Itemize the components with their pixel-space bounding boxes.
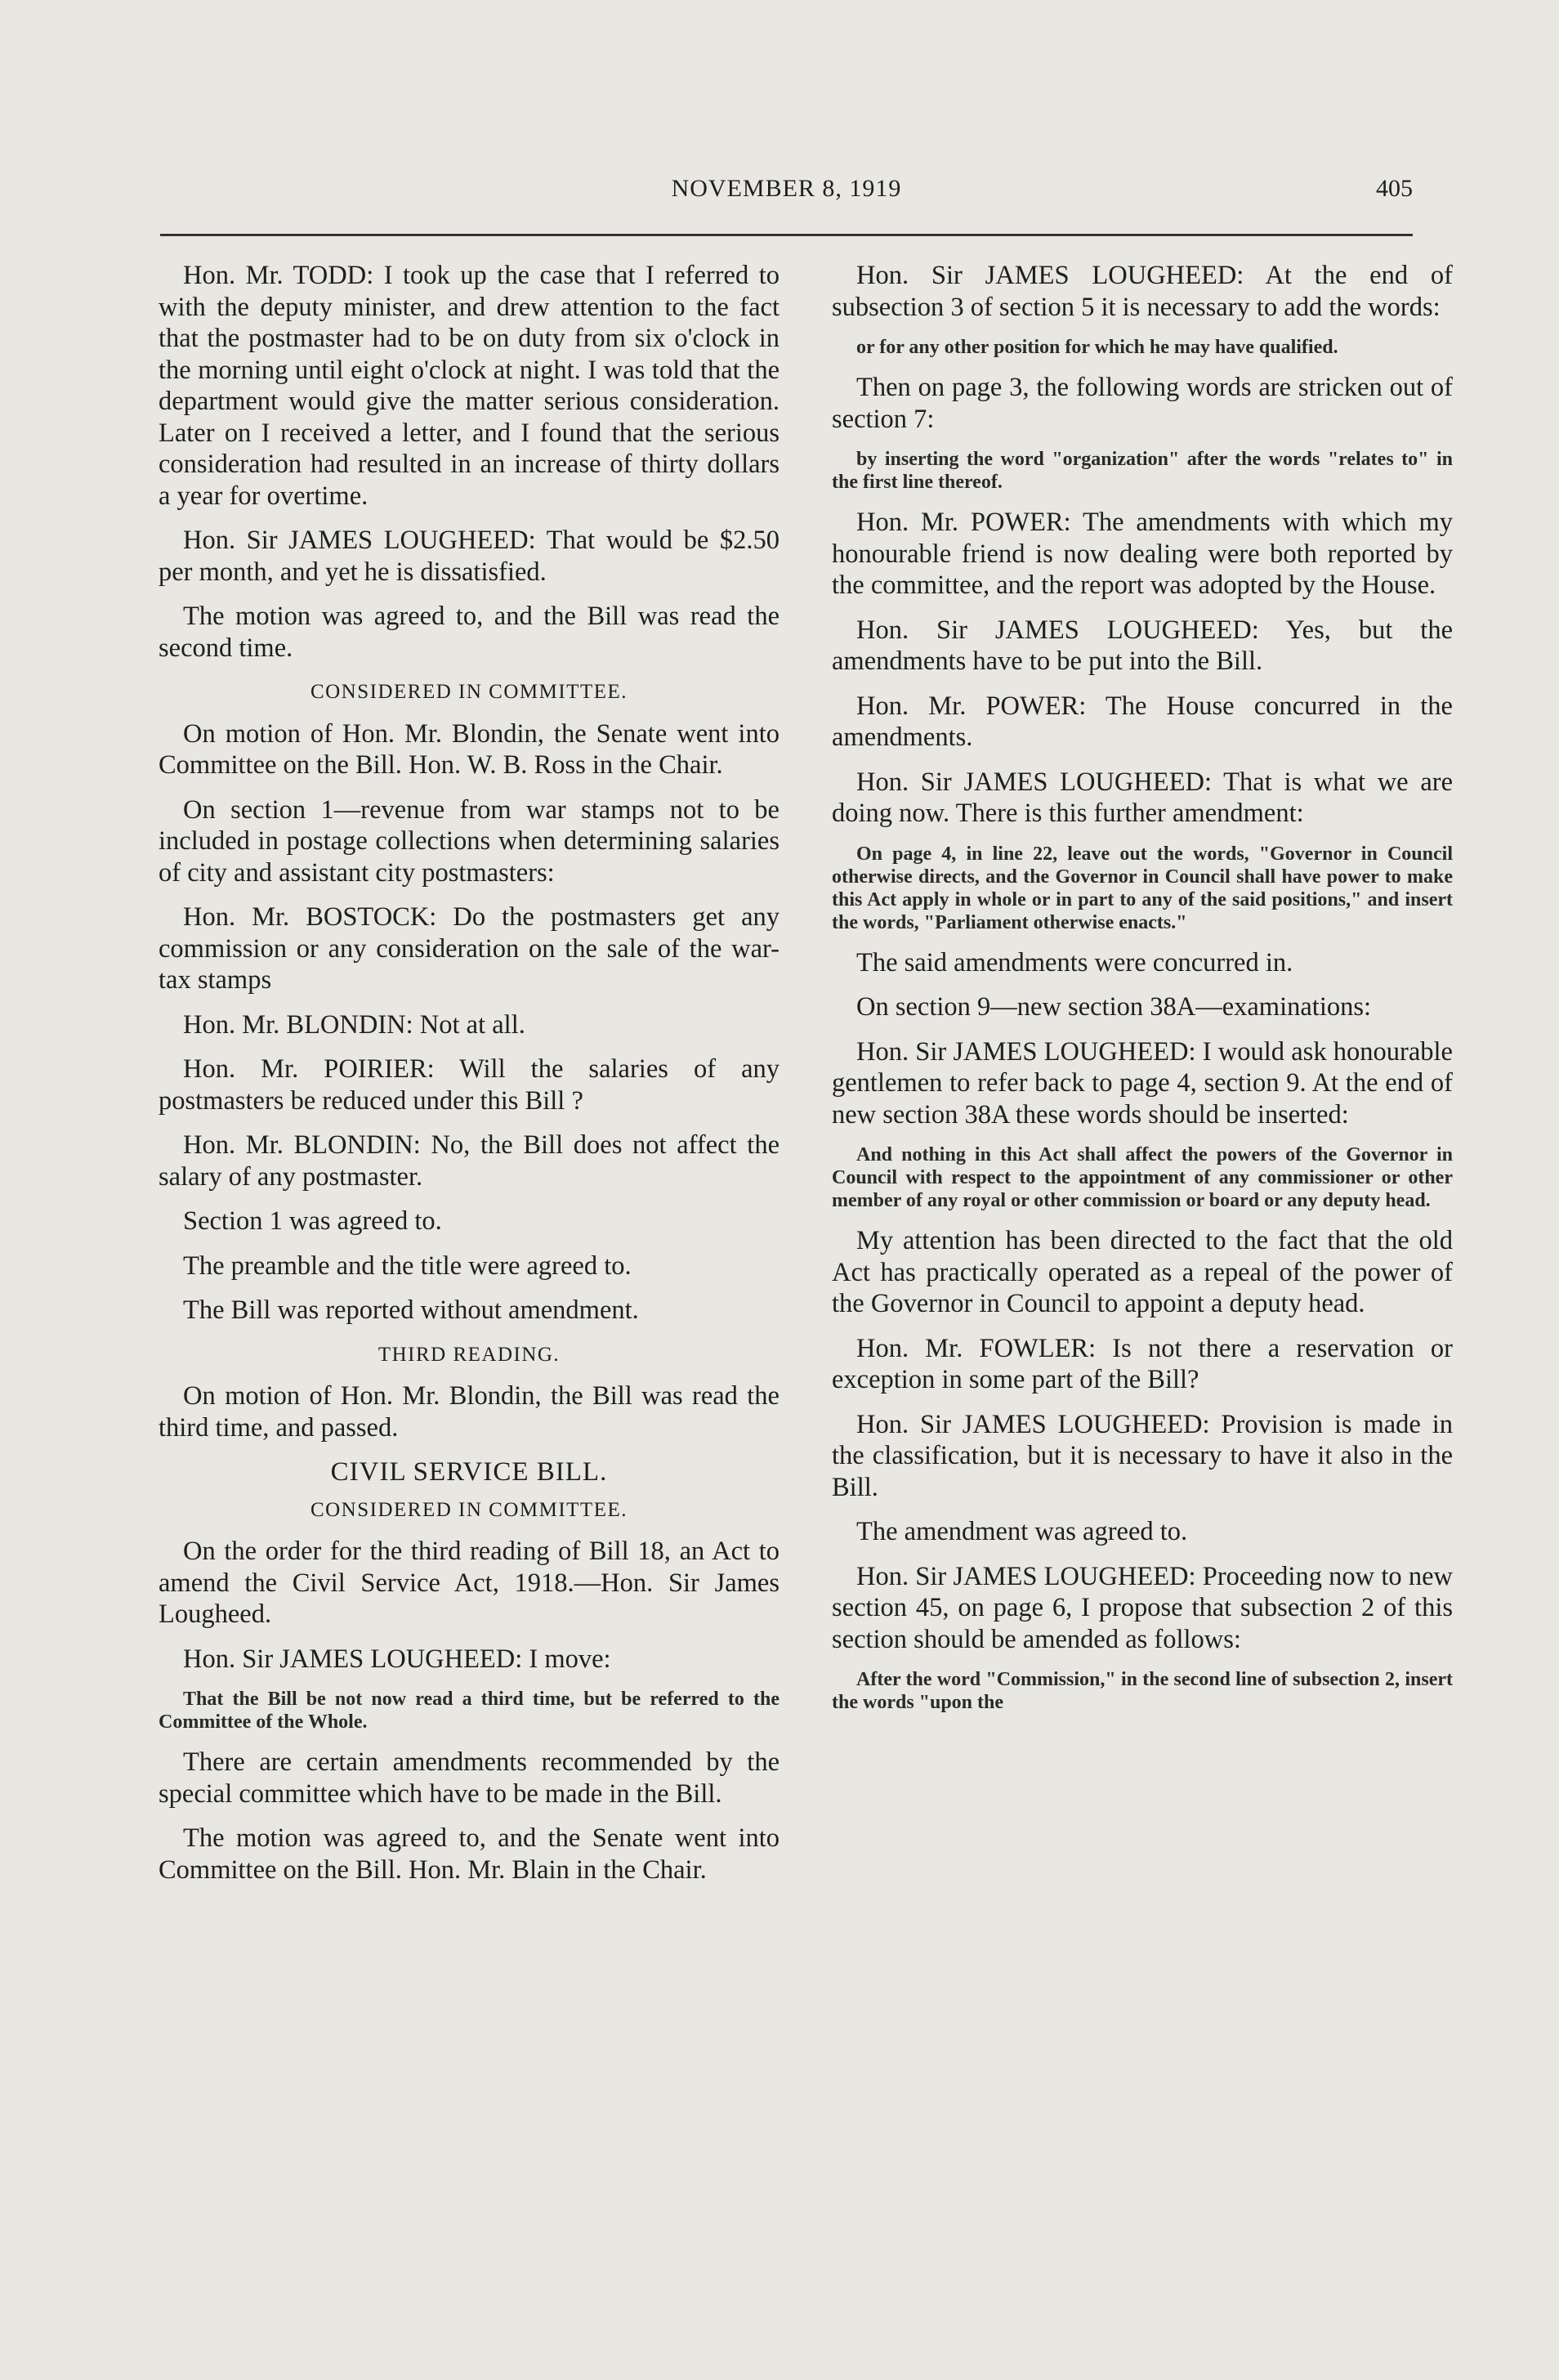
paragraph: The preamble and the title were agreed to. [183, 1250, 632, 1281]
page-number: 405 [1376, 175, 1413, 202]
paragraph: The Bill was reported without amendment. [183, 1295, 639, 1325]
section-heading: CONSIDERED IN COMMITTEE. [310, 681, 628, 703]
section-heading: THIRD READING. [377, 1343, 561, 1366]
paragraph: Hon. Mr. TODD: I took up the case that I referred to with the deputy minister, and drew attention to the fact that the postmaster had to be on duty from six o'clock in the morning until eight o'clock at night. I was told that the department would give the matter serious consideration. Later on I received a letter, and I found that the serious consideration had resulted in an increase of thirty dollars a year for overtime. [159, 261, 780, 511]
paragraph: Hon. Sir JAMES LOUGHEED: I move: [183, 1644, 611, 1674]
paragraph: Hon. Mr. BLONDIN: No, the Bill does not affect the salary of any postmaster. [159, 1130, 780, 1192]
paragraph: Hon. Sir JAMES LOUGHEED: Yes, but the amendments have to be put into the Bill. [832, 615, 1453, 676]
bill-title: CIVIL SERVICE BILL. [330, 1457, 608, 1487]
paragraph: Then on page 3, the following words are stricken out of section 7: [832, 373, 1453, 434]
paragraph: Hon. Sir JAMES LOUGHEED: Proceeding now to new section 45, on page 6, I propose that subsection 2 of this section should be amended as follows: [832, 1561, 1453, 1654]
paragraph: My attention has been directed to the fact that the old Act has practically operated as a repeal of the power of the Governor in Council to appoint a deputy head. [832, 1226, 1453, 1318]
quoted-text: That the Bill be not now read a third time, but be referred to the Committee of the Whole. [159, 1689, 780, 1733]
paragraph: On the order for the third reading of Bill 18, an Act to amend the Civil Service Act, 1918.—Hon. Sir James Lougheed. [159, 1537, 780, 1629]
paragraph: Hon. Mr. POWER: The amendments with which my honourable friend is now dealing were both reported by the committee, and the report was adopted by the House. [832, 508, 1453, 600]
paragraph: The motion was agreed to, and the Bill was read the second time. [159, 602, 780, 663]
paragraph: On motion of Hon. Mr. Blondin, the Bill was read the third time, and passed. [159, 1381, 780, 1443]
quoted-text: On page 4, in line 22, leave out the words, "Governor in Council otherwise directs, and the Governor in Council shall have power to make this Act apply in whole or in part to any of the said positions," and insert the words, "Parliament otherwise enacts." [832, 843, 1453, 933]
left-column [159, 260, 780, 1899]
paragraph: The amendment was agreed to. [856, 1517, 1188, 1546]
paragraph: There are certain amendments recommended by the special committee which have to be made in the Bill. [159, 1747, 780, 1809]
paragraph: Hon. Mr. BLONDIN: Not at all. [183, 1009, 525, 1040]
quoted-text: After the word "Commission," in the second line of subsection 2, insert the words "upon the [832, 1669, 1453, 1713]
right-column [832, 260, 1453, 1727]
page-date: NOVEMBER 8, 1919 [671, 175, 902, 202]
paragraph: Hon. Sir JAMES LOUGHEED: Provision is made in the classification, but it is necessary to have it also in the Bill. [832, 1409, 1453, 1502]
paragraph: Hon. Sir JAMES LOUGHEED: I would ask honourable gentlemen to refer back to page 4, section 9. At the end of new section 38A these words should be inserted: [832, 1036, 1453, 1130]
paragraph: The said amendments were concurred in. [856, 947, 1293, 978]
paragraph: Hon. Mr. POIRIER: Will the salaries of any postmasters be reduced under this Bill ? [159, 1054, 780, 1116]
quoted-text: by inserting the word "organization" after the words "relates to" in the first line thereof. [832, 449, 1453, 493]
paragraph: On section 1—revenue from war stamps not to be included in postage collections when determining salaries of city and assistant city postmasters: [159, 794, 780, 888]
paragraph: Hon. Mr. BOSTOCK: Do the postmasters get any commission or any consideration on the sale of the war-tax stamps [159, 902, 780, 995]
paragraph: Section 1 was agreed to. [183, 1206, 442, 1236]
paragraph: On motion of Hon. Mr. Blondin, the Senate went into Committee on the Bill. Hon. W. B. Ross in the Chair. [159, 718, 780, 780]
paragraph: The motion was agreed to, and the Senate went into Committee on the Bill. Hon. Mr. Blain in the Chair. [159, 1823, 780, 1885]
paragraph: Hon. Mr. POWER: The House concurred in the amendments. [832, 691, 1453, 752]
paragraph: Hon. Sir JAMES LOUGHEED: That would be $2.50 per month, and yet he is dissatisfied. [159, 526, 780, 587]
paragraph: On section 9—new section 38A—examinations: [856, 992, 1372, 1022]
header-rule [160, 234, 1413, 236]
quoted-text: And nothing in this Act shall affect the powers of the Governor in Council with respect to the appointment of any commissioner or other member of any royal or other commission or board or any deputy head. [832, 1144, 1453, 1211]
paragraph: Hon. Sir JAMES LOUGHEED: At the end of subsection 3 of section 5 it is necessary to add the words: [832, 261, 1453, 322]
paragraph: Hon. Mr. FOWLER: Is not there a reservation or exception in some part of the Bill? [832, 1333, 1453, 1394]
page-header [160, 172, 1413, 212]
section-heading: CONSIDERED IN COMMITTEE. [310, 1498, 628, 1521]
quoted-text: or for any other position for which he may have qualified. [856, 337, 1338, 358]
paragraph: Hon. Sir JAMES LOUGHEED: That is what we are doing now. There is this further amendment: [832, 767, 1453, 828]
